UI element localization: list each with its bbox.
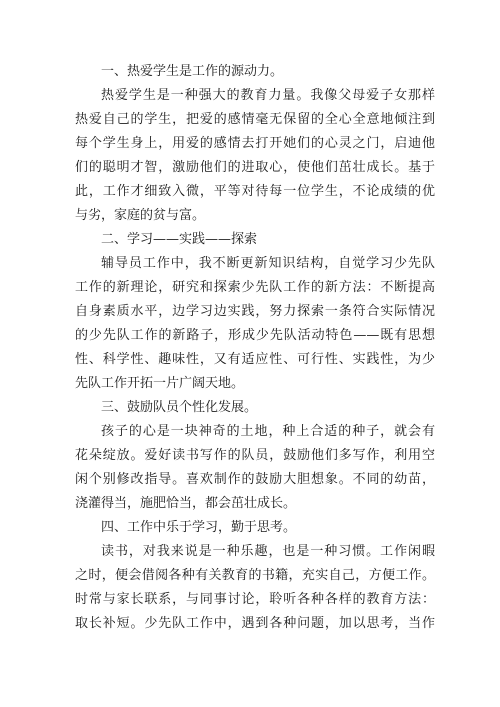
paragraph-line: 读书，对我来说是一种乐趣，也是一种习惯。工作闲暇 [101, 544, 435, 559]
paragraph-line: 此，工作才细致入微，平等对待每一位学生，不论成绩的优 [75, 184, 435, 199]
paragraph-line: 先队工作开拓一片广阔天地。 [75, 376, 245, 391]
paragraph-line: 取长补短。少先队工作中，遇到各种问题，加以思考，当作 [75, 616, 435, 631]
paragraph-line: 每个学生身上，用爱的感情去打开她们的心灵之门，启迪他 [75, 136, 435, 151]
document-body [75, 60, 435, 636]
paragraph-line: 们的聪明才智，激励他们的进取心，使他们茁壮成长。基于 [75, 160, 435, 175]
paragraph-line: 闲个别修改指导。喜欢制作的鼓励大胆想象。不同的幼苗， [75, 472, 435, 487]
paragraph-line: 热爱自己的学生，把爱的感情毫无保留的全心全意地倾注到 [75, 112, 435, 127]
paragraph-line: 辅导员工作中，我不断更新知识结构，自觉学习少先队 [101, 256, 435, 271]
paragraph-line: 之时，便会借阅各种有关教育的书籍，充实自己，方便工作。 [75, 568, 435, 583]
paragraph-line: 与劣，家庭的贫与富。 [75, 208, 206, 223]
paragraph-line: 浇灌得当，施肥恰当，都会茁壮成长。 [75, 496, 297, 511]
section-heading-4: 四、工作中乐于学习，勤于思考。 [101, 520, 297, 535]
paragraph-line: 工作的新理论，研究和探索少先队工作的新方法：不断提高 [75, 280, 435, 295]
paragraph-line: 时常与家长联系，与同事讨论，聆听各种各样的教育方法： [75, 592, 435, 607]
section-heading-3: 三、鼓励队员个性化发展。 [101, 400, 258, 415]
section-heading-2: 二、学习——实践——探索 [101, 232, 258, 247]
paragraph-line: 自身素质水平，边学习边实践，努力探索一条符合实际情况 [75, 304, 435, 319]
paragraph-line: 热爱学生是一种强大的教育力量。我像父母爱子女那样 [101, 88, 435, 103]
paragraph-line: 孩子的心是一块神奇的土地，种上合适的种子，就会有 [101, 424, 435, 439]
paragraph-line: 性、科学性、趣味性，又有适应性、可行性、实践性，为少 [75, 352, 435, 367]
paragraph-line: 花朵绽放。爱好读书写作的队员，鼓励他们多写作，利用空 [75, 448, 435, 463]
section-heading-1: 一、热爱学生是工作的源动力。 [101, 64, 284, 79]
paragraph-line: 的少先队工作的新路子，形成少先队活动特色——既有思想 [75, 328, 435, 343]
